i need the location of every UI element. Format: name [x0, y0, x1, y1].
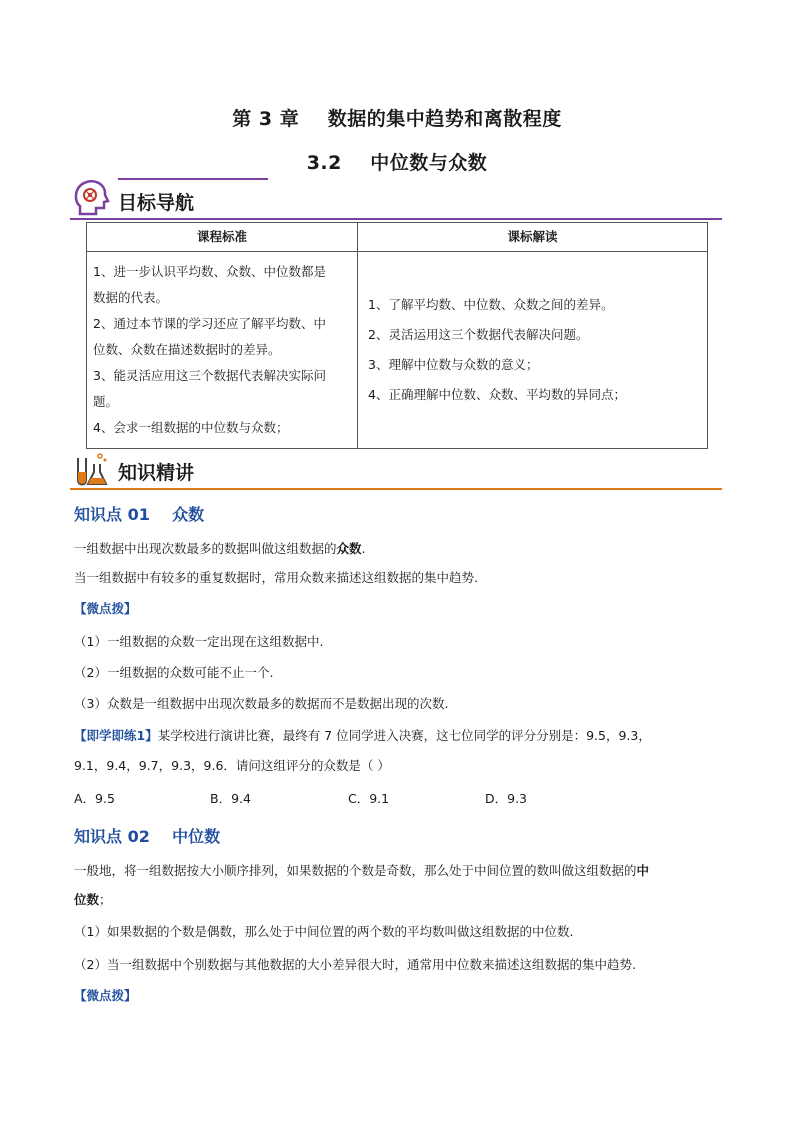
kp1-title: 知识点 01 众数 — [74, 505, 205, 524]
column-header-interpretation: 课标解读 — [358, 223, 708, 252]
kp1-def-end: . — [361, 541, 366, 556]
list-item: 2、通过本节课的学习还应了解平均数、中 — [93, 316, 326, 331]
knowledge-divider — [70, 488, 722, 490]
interpretation-cell — [358, 252, 708, 449]
list-item: 1、进一步认识平均数、众数、中位数都是 — [93, 264, 326, 279]
kp2-def-term-cont: 位数 — [74, 892, 100, 907]
list-item: 题。 — [93, 394, 119, 409]
standards-table — [86, 222, 708, 449]
lab-flask-icon — [72, 450, 112, 490]
list-item: （2）一组数据的众数可能不止一个. — [74, 665, 274, 680]
list-item: （3）众数是一组数据中出现次数最多的数据而不是数据出现的次数. — [74, 696, 449, 711]
list-item: 3、理解中位数与众数的意义； — [368, 357, 539, 372]
kp1-usage: 当一组数据中有较多的重复数据时，常用众数来描述这组数据的集中趋势. — [74, 570, 478, 585]
column-header-standard: 课程标准 — [87, 223, 358, 252]
list-item: 3、能灵活应用这三个数据代表解决实际问 — [93, 368, 326, 383]
kp2-def-text: 一般地，将一组数据按大小顺序排列，如果数据的个数是奇数，那么处于中间位置的数叫做这组数据的 — [74, 863, 637, 878]
nav-section-label: 目标导航 — [118, 192, 195, 214]
exercise-text-cont: 9.1，9.4，9.7，9.3，9.6．请问这组评分的众数是（ ） — [74, 758, 390, 773]
list-item: （1）一组数据的众数一定出现在这组数据中. — [74, 634, 324, 649]
exercise-label: 【即学即练1】 — [74, 728, 158, 743]
table-header-row — [87, 223, 708, 252]
chapter-title: 第 3 章 数据的集中趋势和离散程度 — [232, 108, 562, 130]
nav-underline-top — [118, 178, 268, 180]
kp2-def-end: ； — [99, 892, 112, 907]
list-item: 1、了解平均数、中位数、众数之间的差异。 — [368, 297, 614, 312]
section-title: 3.2 中位数与众数 — [306, 152, 488, 174]
kp1-definition — [74, 538, 724, 560]
kp2-def-term: 中 — [636, 863, 650, 878]
exercise-text: 某学校进行演讲比赛，最终有 7 位同学进入决赛，这七位同学的评分分别是：9.5，9.3， — [157, 728, 651, 743]
option-b: B．9.4 — [210, 791, 251, 806]
list-item: （1）如果数据的个数是偶数，那么处于中间位置的两个数的平均数叫做这组数据的中位数. — [74, 924, 574, 939]
standards-cell — [87, 252, 358, 449]
kp1-def-text: 一组数据中出现次数最多的数据叫做这组数据的 — [74, 541, 337, 556]
list-item: （2）当一组数据中个别数据与其他数据的大小差异很大时，通常用中位数来描述这组数据的集中趋势. — [74, 957, 636, 972]
kp2-definition — [74, 860, 724, 882]
kp1-def-term: 众数 — [336, 541, 362, 556]
list-item: 数据的代表。 — [93, 290, 169, 305]
list-item: 4、正确理解中位数、众数、平均数的异同点； — [368, 387, 626, 402]
kp2-tip-label: 【微点拨】 — [74, 988, 137, 1003]
option-a: A．9.5 — [74, 791, 115, 806]
list-item: 位数、众数在描述数据时的差异。 — [93, 342, 281, 357]
kp1-tip-label: 【微点拨】 — [74, 601, 137, 616]
kp1-exercise — [74, 725, 724, 747]
list-item: 4、会求一组数据的中位数与众数； — [93, 420, 289, 435]
nav-divider — [70, 218, 722, 220]
option-d: D．9.3 — [485, 791, 528, 806]
knowledge-section-header — [70, 450, 722, 492]
knowledge-section-label: 知识精讲 — [118, 462, 195, 484]
head-gears-icon — [72, 178, 110, 218]
option-c: C．9.1 — [348, 791, 390, 806]
kp2-definition-cont — [74, 889, 724, 911]
list-item: 2、灵活运用这三个数据代表解决问题。 — [368, 327, 589, 342]
table-row — [87, 252, 708, 449]
kp2-title: 知识点 02 中位数 — [74, 827, 221, 846]
nav-section-header — [70, 178, 722, 222]
